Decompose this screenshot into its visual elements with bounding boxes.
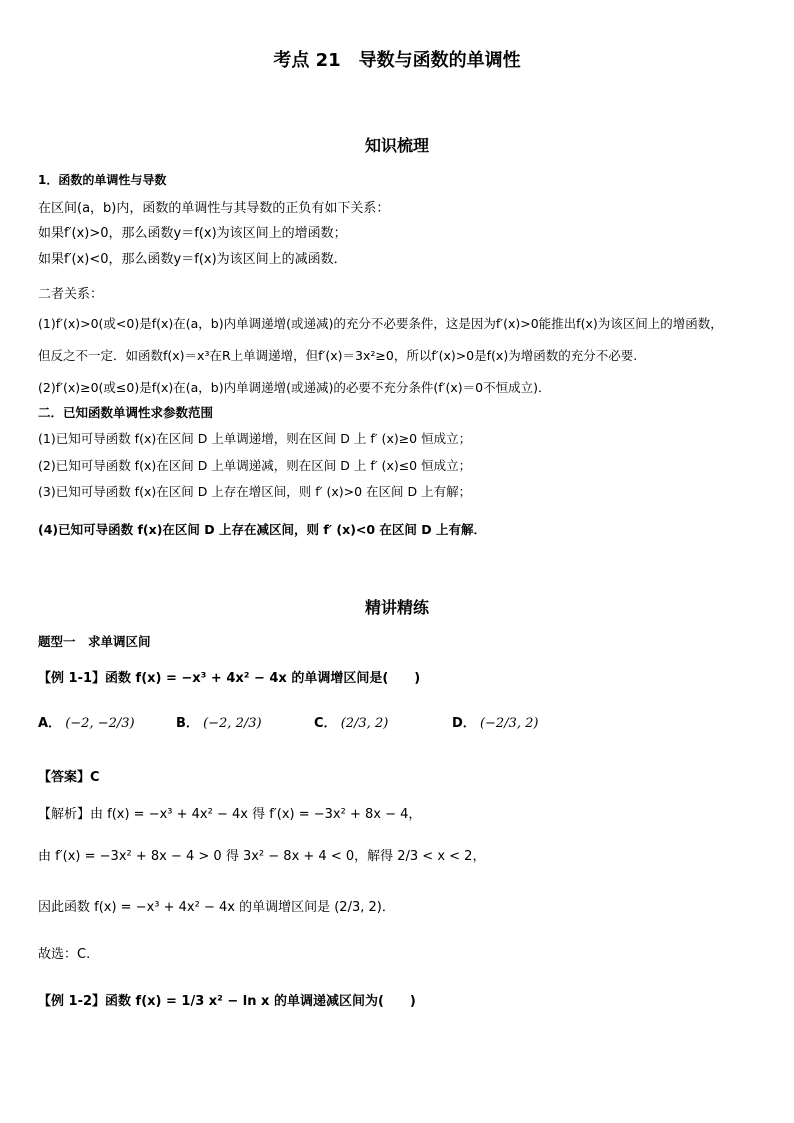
option-b-value: (−2, 2/3) <box>203 716 262 731</box>
example-1-1: 【例 1-1】函数 f(x) = −x³ + 4x² − 4x 的单调增区间是( ) <box>38 671 421 686</box>
knowledge-1-line-3: 如果f′(x)<0，那么函数y＝f(x)为该区间上的减函数． <box>38 252 347 267</box>
relation-2-line: (2)f′(x)≥0(或≤0)是f(x)在(a，b)内单调递增(或递减)的必要不充分条件(f′(x)＝0不恒成立)． <box>38 380 551 395</box>
answer: 【答案】C <box>38 770 100 785</box>
knowledge-1-line-1: 在区间(a，b)内，函数的单调性与其导数的正负有如下关系： <box>38 201 390 216</box>
knowledge-1-relation: 二者关系： <box>38 287 104 302</box>
section-heading-knowledge: 知识梳理 <box>364 136 429 155</box>
option-b-label: B． <box>176 716 199 731</box>
option-d-label: D． <box>452 716 476 731</box>
solution-line-3: 因此函数 f(x) = −x³ + 4x² − 4x 的单调增区间是 (2/3, 2)． <box>38 900 395 915</box>
knowledge-2-line-1: (1)已知可导函数 f(x)在区间 D 上单调递增，则在区间 D 上 f′ (x)≥0 恒成立； <box>38 431 472 446</box>
knowledge-1-heading: 1．函数的单调性与导数 <box>38 173 167 187</box>
option-c-value: (2/3, 2) <box>340 716 389 731</box>
page-title: 考点 21 导数与函数的单调性 <box>273 50 521 71</box>
knowledge-2-line-3: (3)已知可导函数 f(x)在区间 D 上存在增区间，则 f′ (x)>0 在区间 D 上有解； <box>38 484 472 499</box>
option-a-value: (−2, −2/3) <box>65 716 135 731</box>
solution-line-1: 【解析】由 f(x) = −x³ + 4x² − 4x 得 f′(x) = −3x² + 8x − 4， <box>38 807 422 822</box>
solution-line-2: 由 f′(x) = −3x² + 8x − 4 > 0 得 3x² − 8x + 4 < 0，解得 2/3 < x < 2， <box>38 849 486 864</box>
section-heading-practice: 精讲精练 <box>364 598 429 617</box>
relation-1-line-b: 但反之不一定．如函数f(x)＝x³在R上单调递增，但f′(x)＝3x²≥0，所以f′(x)>0是f(x)为增函数的充分不必要. <box>38 348 638 363</box>
option-b[interactable] <box>176 712 262 731</box>
option-d-value: (−2/3, 2) <box>479 716 539 731</box>
knowledge-2-line-2: (2)已知可导函数 f(x)在区间 D 上单调递减，则在区间 D 上 f′ (x)≤0 恒成立； <box>38 458 472 473</box>
solution-line-4: 故选：C. <box>38 947 91 962</box>
relation-1-line-a: (1)f′(x)>0(或<0)是f(x)在(a，b)内单调递增(或递减)的充分不必要条件，这是因为f′(x)>0能推出f(x)为该区间上的增函数， <box>38 316 723 331</box>
option-c-label: C． <box>314 716 337 731</box>
question-type-1: 题型一 求单调区间 <box>38 634 151 649</box>
option-a-label: A． <box>38 716 62 731</box>
example-1-2: 【例 1-2】函数 f(x) = 1/3 x² − ln x 的单调递减区间为( ) <box>38 994 416 1009</box>
option-a[interactable] <box>38 712 135 731</box>
option-c[interactable] <box>314 712 388 731</box>
knowledge-2-line-4: (4)已知可导函数 f(x)在区间 D 上存在减区间，则 f′ (x)<0 在区间 D 上有解． <box>38 522 487 537</box>
knowledge-1-line-2: 如果f′(x)>0，那么函数y＝f(x)为该区间上的增函数； <box>38 226 347 241</box>
option-d[interactable] <box>452 712 538 731</box>
knowledge-2-heading: 二．已知函数单调性求参数范围 <box>38 405 214 420</box>
